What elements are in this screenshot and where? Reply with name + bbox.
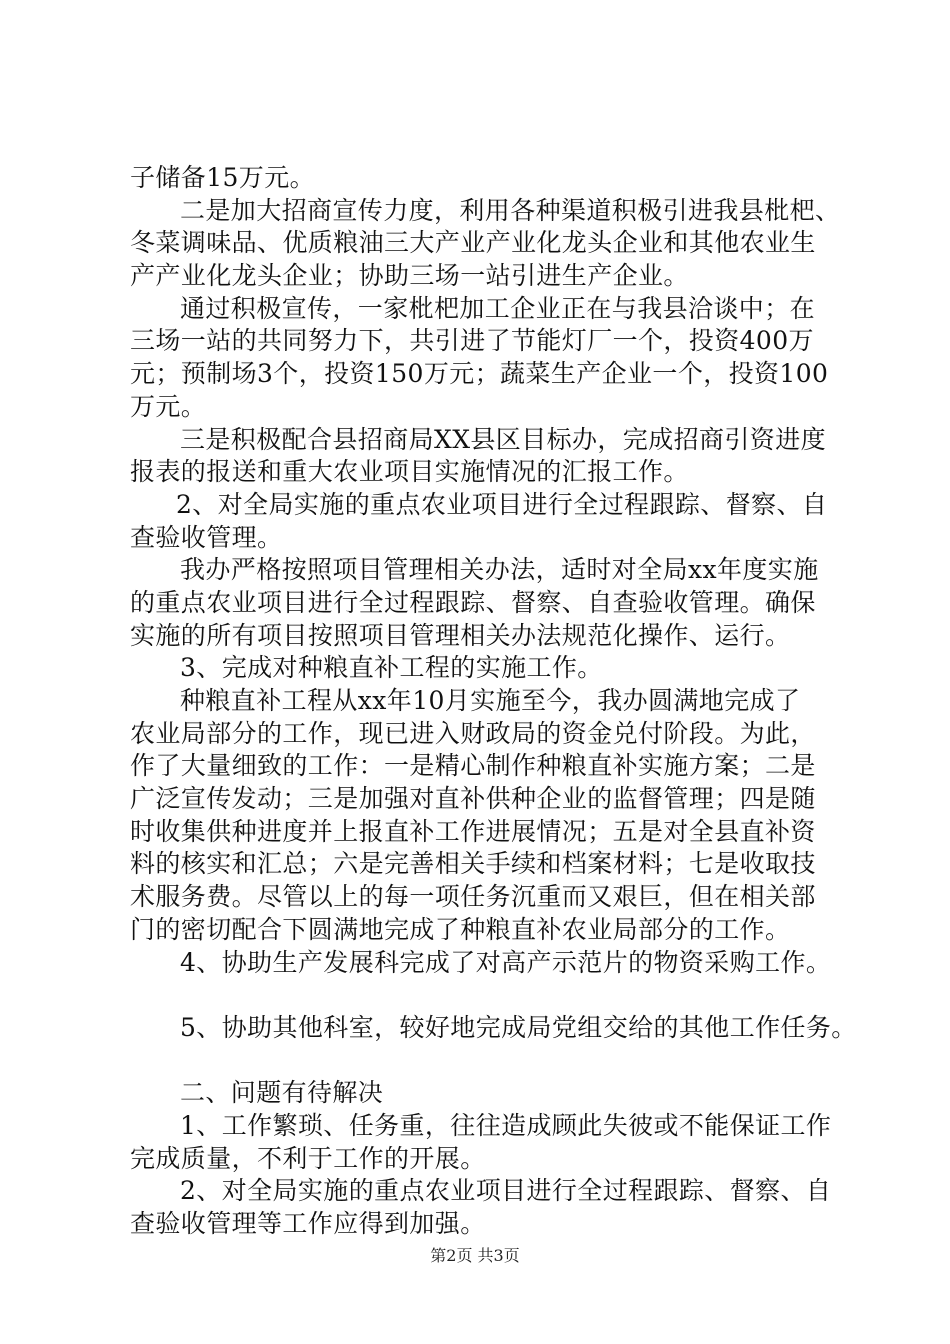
text-line: 术服务费。尽管以上的每一项任务沉重而又艰巨，但在相关部 — [130, 882, 816, 912]
text-line: 二是加大招商宣传力度，利用各种渠道积极引进我县枇杷、 — [180, 195, 841, 225]
text-line: 料的核实和汇总；六是完善相关手续和档案材料；七是收取技 — [130, 849, 816, 879]
text-line: 通过积极宣传，一家枇杷加工企业正在与我县洽谈中；在 — [180, 293, 816, 323]
text-line: 门的密切配合下圆满地完成了种粮直补农业局部分的工作。 — [130, 914, 791, 944]
text-line: 的重点农业项目进行全过程跟踪、督察、自查验收管理。确保 — [130, 587, 816, 617]
text-line: 4、协助生产发展科完成了对高产示范片的物资采购工作。 — [180, 947, 832, 977]
text-line: 冬菜调味品、优质粮油三大产业产业化龙头企业和其他农业生 — [130, 228, 816, 258]
text-line: 产产业化龙头企业；协助三场一站引进生产企业。 — [130, 261, 689, 291]
section-heading: 二、问题有待解决 — [180, 1078, 384, 1108]
text-line: 三是积极配合县招商局XX县区目标办，完成招商引资进度 — [180, 424, 826, 454]
text-line: 2、对全局实施的重点农业项目进行全过程跟踪、督察、自 — [176, 489, 828, 519]
text-line: 我办严格按照项目管理相关办法，适时对全局xx年度实施 — [180, 555, 819, 585]
text-line: 3、完成对种粮直补工程的实施工作。 — [180, 653, 603, 683]
text-line: 种粮直补工程从xx年10月实施至今，我办圆满地完成了 — [180, 686, 801, 715]
text-line: 作了大量细致的工作：一是精心制作种粮直补实施方案；二是 — [130, 751, 816, 781]
text-line: 时收集供种进度并上报直补工作进展情况；五是对全县直补资 — [130, 816, 816, 846]
text-line: 报表的报送和重大农业项目实施情况的汇报工作。 — [130, 457, 689, 487]
text-line: 子储备15万元。 — [130, 163, 316, 192]
text-line: 完成质量，不利于工作的开展。 — [130, 1143, 486, 1173]
text-line: 实施的所有项目按照项目管理相关办法规范化操作、运行。 — [130, 620, 791, 650]
blank-line — [130, 979, 850, 1012]
text-line: 元；预制场3个，投资150万元；蔬菜生产企业一个，投资100 — [130, 359, 829, 389]
document-body — [130, 162, 857, 1241]
page-number-footer: 第2页 共3页 — [430, 1246, 520, 1265]
text-line: 万元。 — [130, 391, 207, 421]
text-line: 三场一站的共同努力下，共引进了节能灯厂一个，投资400万 — [130, 326, 814, 356]
text-line: 2、对全局实施的重点农业项目进行全过程跟踪、督察、自 — [180, 1176, 832, 1206]
text-line: 查验收管理等工作应得到加强。 — [130, 1209, 486, 1238]
text-line: 5、协助其他科室，较好地完成局党组交给的其他工作任务。 — [180, 1012, 857, 1042]
text-line: 查验收管理。 — [130, 522, 283, 552]
text-line: 1、工作繁琐、任务重，往往造成顾此失彼或不能保证工作 — [180, 1110, 832, 1140]
text-line: 农业局部分的工作，现已进入财政局的资金兑付阶段。为此， — [130, 718, 816, 748]
text-line: 广泛宣传发动；三是加强对直补供种企业的监督管理；四是随 — [130, 784, 816, 814]
blank-line — [130, 1045, 850, 1078]
